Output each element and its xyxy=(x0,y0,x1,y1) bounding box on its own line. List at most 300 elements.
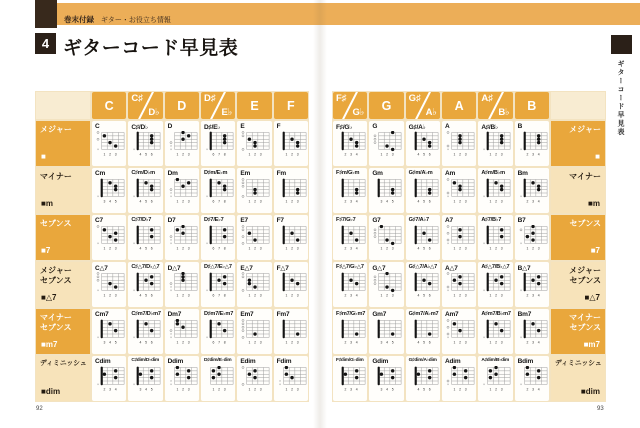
finger-dot xyxy=(150,138,153,141)
row-symbol: ■m7 xyxy=(41,339,58,349)
finger-dot xyxy=(150,141,153,144)
barre-bar xyxy=(487,320,489,339)
row-label-text: マイナー xyxy=(569,313,601,322)
chord-cell xyxy=(369,356,403,401)
chord-name: F♯△7/G♭△7 xyxy=(336,264,364,270)
fret-number: 4 xyxy=(355,199,358,204)
open-string-mark xyxy=(242,225,244,227)
chord-name: Bm7 xyxy=(517,311,532,318)
barre-bar xyxy=(342,179,344,198)
chord-name: F♯dim/G♭dim xyxy=(336,358,364,363)
fret-number: 2 xyxy=(495,199,498,204)
finger-dot xyxy=(500,188,503,191)
fret-number: 7 xyxy=(218,340,220,345)
finger-dot xyxy=(254,369,257,372)
fret-number: 2 xyxy=(344,152,347,157)
mute-string-mark: × xyxy=(206,335,208,340)
fret-number: 2 xyxy=(459,246,461,251)
barre-bar xyxy=(342,226,344,245)
finger-dot xyxy=(217,181,220,184)
open-string-mark xyxy=(242,366,244,368)
barre-bar xyxy=(210,226,212,245)
fret-number: 3 xyxy=(350,152,352,157)
fret-number: 2 xyxy=(459,387,461,392)
chord-table-right-page xyxy=(332,91,606,402)
fret-number: 6 xyxy=(212,340,215,345)
open-string-mark xyxy=(242,135,244,137)
mute-string-mark: × xyxy=(519,147,522,152)
fret-number: 3 xyxy=(260,152,262,157)
row-label-text: ディミニッシュ xyxy=(554,360,602,367)
barre-bar xyxy=(282,273,284,292)
fret-number: 5 xyxy=(422,246,425,251)
fret-number: 1 xyxy=(248,340,251,345)
fret-number: 3 xyxy=(260,293,262,298)
chord-name: Fm7 xyxy=(276,311,290,318)
chord-diagram-wrap xyxy=(240,366,270,392)
chord-diagram xyxy=(240,272,271,298)
barre-bar xyxy=(210,179,212,198)
finger-dot xyxy=(290,138,293,141)
finger-dot xyxy=(108,282,111,285)
row-symbol: ■ xyxy=(41,151,46,161)
fret-number: 3 xyxy=(501,199,503,204)
finger-dot xyxy=(103,373,106,376)
finger-dot xyxy=(525,373,528,376)
finger-dot xyxy=(391,148,394,151)
open-string-mark xyxy=(374,229,376,231)
chord-diagram xyxy=(168,319,199,345)
chord-diagram-wrap xyxy=(336,272,366,298)
chord-name: D♯dim/E♭dim xyxy=(203,358,232,363)
fret-number: 3 xyxy=(187,246,190,251)
finger-dot xyxy=(187,181,190,184)
fret-number: 2 xyxy=(459,199,461,204)
finger-dot xyxy=(290,376,293,379)
chord-diagram-wrap xyxy=(131,178,161,204)
finger-dot xyxy=(114,185,117,188)
fret-number: 3 xyxy=(103,199,106,204)
barre-bar xyxy=(137,226,139,245)
finger-dot xyxy=(212,369,215,372)
chord-cell xyxy=(406,309,440,354)
chord-diagram-wrap xyxy=(518,225,548,251)
fret-number: 4 xyxy=(139,340,142,345)
finger-dot xyxy=(386,285,389,288)
fret-number: 5 xyxy=(145,293,148,298)
fret-number: 2 xyxy=(290,293,293,298)
finger-dot xyxy=(349,279,352,282)
fret-number: 2 xyxy=(290,387,293,392)
chord-diagram-wrap xyxy=(95,178,125,204)
fret-number: 3 xyxy=(501,340,503,345)
fret-number: 3 xyxy=(392,246,394,251)
fret-number: 4 xyxy=(386,340,389,345)
finger-dot xyxy=(217,366,220,369)
finger-dot xyxy=(386,272,389,275)
finger-dot xyxy=(175,228,178,231)
barre-bar xyxy=(523,132,525,151)
finger-dot xyxy=(428,332,431,335)
chord-name: G♯7/A♭7 xyxy=(408,217,429,223)
finger-dot xyxy=(108,235,111,238)
chord-name: Dm7 xyxy=(167,311,182,318)
mute-string-mark: × xyxy=(206,194,208,199)
open-string-mark xyxy=(97,276,99,278)
fret-number: 1 xyxy=(285,152,287,157)
finger-dot xyxy=(428,238,431,241)
open-string-mark xyxy=(374,138,376,140)
chord-name: A♯m/B♭m xyxy=(481,170,505,176)
fret-number: 6 xyxy=(151,340,153,345)
barre-bar xyxy=(414,226,416,245)
barre-bar xyxy=(282,226,284,245)
chord-cell xyxy=(201,356,235,401)
open-string-mark xyxy=(242,242,244,244)
fret-number: 3 xyxy=(114,246,117,251)
chord-cell xyxy=(165,215,199,260)
row-label-3 xyxy=(36,262,90,307)
header-note-top: D♯ xyxy=(203,93,216,104)
finger-dot xyxy=(108,322,111,325)
fret-number: 5 xyxy=(151,387,153,392)
finger-dot xyxy=(217,322,220,325)
column-header-F: F xyxy=(274,92,308,119)
open-string-mark xyxy=(97,131,99,133)
fret-number: 3 xyxy=(114,293,117,298)
mute-string-mark: × xyxy=(169,194,172,199)
chord-cell xyxy=(442,215,476,260)
chord-diagram xyxy=(445,319,476,345)
chord-diagram-wrap xyxy=(481,366,511,392)
barre-bar xyxy=(414,179,416,198)
barre-bar xyxy=(414,132,416,151)
finger-dot xyxy=(386,238,389,241)
finger-dot xyxy=(296,188,299,191)
finger-dot xyxy=(175,319,178,322)
chord-diagram-wrap xyxy=(168,319,198,345)
finger-dot xyxy=(391,191,394,194)
chord-diagram-wrap xyxy=(481,131,511,157)
barre-bar xyxy=(378,367,380,386)
chord-cell xyxy=(406,262,440,307)
finger-dot xyxy=(537,138,540,141)
chord-diagram-wrap xyxy=(277,131,307,157)
fret-number: 2 xyxy=(531,246,534,251)
fret-number: 8 xyxy=(223,246,226,251)
open-string-mark xyxy=(242,195,244,197)
fret-number: 4 xyxy=(355,152,358,157)
chord-diagram-wrap xyxy=(131,225,161,251)
chord-name: Dm xyxy=(167,170,178,177)
finger-dot xyxy=(114,376,117,379)
finger-dot xyxy=(248,232,251,235)
row-label-text: セブンス xyxy=(569,219,601,228)
chord-diagram-wrap xyxy=(95,225,125,251)
fret-number: 3 xyxy=(531,340,534,345)
chord-diagram xyxy=(481,178,512,204)
chord-name: G xyxy=(372,123,378,130)
chord-cell xyxy=(478,168,512,213)
fret-number: 8 xyxy=(223,293,226,298)
row-label-0 xyxy=(551,121,605,166)
finger-dot xyxy=(254,188,257,191)
chord-cell xyxy=(515,215,549,260)
column-header-G♯ xyxy=(406,92,440,119)
chord-diagram xyxy=(409,272,440,298)
chord-diagram xyxy=(372,225,403,251)
chord-cell xyxy=(333,356,367,401)
fret-number: 1 xyxy=(380,246,383,251)
fret-number: 3 xyxy=(260,340,262,345)
chord-name: A♯/B♭ xyxy=(481,124,498,131)
chord-name: Adim xyxy=(444,358,461,365)
chord-name: C♯△7/D♭△7 xyxy=(131,264,160,270)
chord-diagram-wrap xyxy=(445,178,475,204)
chord-name: A♯dim/B♭dim xyxy=(481,358,510,363)
chord-cell xyxy=(333,262,367,307)
finger-dot xyxy=(181,225,184,228)
fret-number: 4 xyxy=(355,387,358,392)
fret-number: 5 xyxy=(145,246,148,251)
finger-dot xyxy=(139,373,142,376)
fret-number: 2 xyxy=(459,152,461,157)
fret-number: 5 xyxy=(392,340,394,345)
finger-dot xyxy=(284,373,287,376)
finger-dot xyxy=(531,322,534,325)
chord-diagram xyxy=(168,131,199,157)
finger-dot xyxy=(458,138,461,141)
column-header-B: B xyxy=(515,92,549,119)
chord-name: Bm xyxy=(517,170,528,177)
chord-diagram-wrap xyxy=(372,319,402,345)
finger-dot xyxy=(296,141,299,144)
fret-number: 1 xyxy=(176,387,178,392)
chord-diagram-wrap xyxy=(95,319,125,345)
header-note-top: C♯ xyxy=(131,93,143,104)
finger-dot xyxy=(495,279,498,282)
chord-name: G♯dim/A♭dim xyxy=(408,358,437,363)
chord-name: Am xyxy=(444,170,456,177)
chord-name: Ddim xyxy=(167,358,184,365)
fret-number: 6 xyxy=(428,246,431,251)
fret-number: 2 xyxy=(254,387,257,392)
column-header-F♯ xyxy=(333,92,367,119)
fret-number: 4 xyxy=(537,387,540,392)
chord-diagram xyxy=(95,225,126,251)
row-symbol: ■7 xyxy=(41,245,51,255)
fret-number: 1 xyxy=(103,152,106,157)
finger-dot xyxy=(181,275,184,278)
fret-number: 2 xyxy=(526,293,528,298)
finger-dot xyxy=(254,144,257,147)
chord-diagram-wrap xyxy=(204,319,234,345)
finger-dot xyxy=(114,285,117,288)
fret-number: 3 xyxy=(380,340,383,345)
chord-diagram xyxy=(409,319,440,345)
chord-diagram xyxy=(445,366,476,392)
chord-cell xyxy=(92,168,126,213)
chord-name: A♯m7/B♭m7 xyxy=(481,311,511,317)
finger-dot xyxy=(175,373,178,376)
fret-number: 3 xyxy=(501,293,503,298)
row-symbol: ■m7 xyxy=(583,339,600,349)
mute-string-mark: × xyxy=(519,382,522,387)
chord-diagram xyxy=(518,366,549,392)
chord-cell xyxy=(369,121,403,166)
open-string-mark xyxy=(242,178,244,180)
barre-bar xyxy=(523,320,525,339)
open-string-mark xyxy=(242,383,244,385)
fret-number: 3 xyxy=(350,387,352,392)
chord-cell xyxy=(333,215,367,260)
appendix-band-square xyxy=(35,0,57,28)
finger-dot xyxy=(458,228,461,231)
finger-dot xyxy=(386,144,389,147)
finger-dot xyxy=(464,376,467,379)
fret-number: 4 xyxy=(537,199,540,204)
finger-dot xyxy=(248,373,251,376)
finger-dot xyxy=(103,134,106,137)
chord-diagram-wrap xyxy=(518,272,548,298)
finger-dot xyxy=(108,181,111,184)
open-string-mark xyxy=(97,138,99,140)
chord-cell xyxy=(201,262,235,307)
finger-dot xyxy=(296,238,299,241)
finger-dot xyxy=(296,282,299,285)
mute-string-mark: × xyxy=(519,241,522,246)
chord-diagram xyxy=(277,319,308,345)
finger-dot xyxy=(500,134,503,137)
open-string-mark xyxy=(374,279,376,281)
finger-dot xyxy=(223,134,226,137)
row-label-text: メジャー xyxy=(569,266,601,275)
chord-cell xyxy=(369,215,403,260)
finger-dot xyxy=(296,191,299,194)
open-string-mark xyxy=(374,276,376,278)
open-string-mark xyxy=(242,326,244,328)
chord-diagram xyxy=(518,272,549,298)
finger-dot xyxy=(223,141,226,144)
column-header-D♯ xyxy=(201,92,235,119)
fret-number: 3 xyxy=(531,293,534,298)
barre-bar xyxy=(282,320,284,339)
fret-number: 1 xyxy=(285,340,287,345)
chord-name: A7 xyxy=(444,217,453,224)
chord-cell xyxy=(442,309,476,354)
chord-cell xyxy=(515,309,549,354)
finger-dot xyxy=(254,332,257,335)
fret-number: 1 xyxy=(285,387,287,392)
chord-diagram-wrap xyxy=(168,178,198,204)
open-string-mark xyxy=(242,148,244,150)
chord-cell xyxy=(92,262,126,307)
fret-number: 6 xyxy=(428,152,431,157)
chord-diagram-wrap xyxy=(277,319,307,345)
chord-diagram-wrap xyxy=(409,366,439,392)
chord-cell xyxy=(237,309,271,354)
barre-bar xyxy=(282,132,284,151)
chord-cell xyxy=(369,262,403,307)
chord-name: C♯dim/D♭dim xyxy=(131,358,160,363)
fret-number: 1 xyxy=(248,293,251,298)
chord-cell xyxy=(442,356,476,401)
header-note-top: F♯ xyxy=(336,93,347,104)
fret-number: 3 xyxy=(464,340,467,345)
finger-dot xyxy=(500,228,503,231)
fret-number: 8 xyxy=(223,199,226,204)
finger-dot xyxy=(254,191,257,194)
fret-number: 1 xyxy=(248,387,251,392)
row-symbol: ■m xyxy=(588,198,600,208)
finger-dot xyxy=(150,134,153,137)
chord-diagram xyxy=(481,272,512,298)
row-symbol: ■7 xyxy=(590,245,600,255)
finger-dot xyxy=(181,272,184,275)
mute-string-mark: × xyxy=(206,288,208,293)
fret-number: 6 xyxy=(212,152,215,157)
finger-dot xyxy=(344,373,347,376)
finger-dot xyxy=(187,376,190,379)
row-label-5 xyxy=(551,356,605,401)
chord-diagram xyxy=(95,366,126,392)
chord-diagram-wrap xyxy=(336,319,366,345)
fret-number: 2 xyxy=(344,293,347,298)
finger-dot xyxy=(453,366,456,369)
barre-bar xyxy=(101,367,103,386)
finger-dot xyxy=(248,279,251,282)
chord-name: Em xyxy=(240,170,251,177)
header-note-top: A♯ xyxy=(481,93,493,104)
fret-number: 7 xyxy=(218,293,220,298)
finger-dot xyxy=(248,282,251,285)
chord-cell xyxy=(406,168,440,213)
fret-number: 2 xyxy=(495,387,498,392)
finger-dot xyxy=(150,228,153,231)
fret-number: 1 xyxy=(212,387,215,392)
finger-dot xyxy=(531,181,534,184)
finger-dot xyxy=(500,235,503,238)
fret-number: 2 xyxy=(495,152,498,157)
chord-name: D♯7/E♭7 xyxy=(203,217,224,223)
chord-diagram-wrap xyxy=(481,319,511,345)
row-label-4 xyxy=(36,309,90,354)
mute-string-mark: × xyxy=(483,147,486,152)
chord-cell xyxy=(128,215,162,260)
fret-number: 1 xyxy=(176,199,178,204)
appendix-band-rest: ギター・お役立ち情報 xyxy=(101,17,171,24)
open-string-mark xyxy=(520,229,522,231)
finger-dot xyxy=(500,282,503,285)
chord-cell xyxy=(478,356,512,401)
chord-name: G△7 xyxy=(372,265,386,272)
fret-number: 2 xyxy=(254,340,257,345)
chord-diagram xyxy=(168,225,199,251)
finger-dot xyxy=(531,279,534,282)
appendix-band-bold: 巻末付録 xyxy=(64,15,94,24)
mute-string-mark: × xyxy=(206,147,208,152)
page-number-left: 92 xyxy=(36,406,43,412)
chord-diagram-wrap xyxy=(445,225,475,251)
chord-cell xyxy=(274,215,308,260)
finger-dot xyxy=(145,279,148,282)
chord-cell xyxy=(406,356,440,401)
open-string-mark xyxy=(97,225,99,227)
finger-dot xyxy=(150,275,153,278)
mute-string-mark: × xyxy=(519,288,522,293)
finger-dot xyxy=(531,225,534,228)
chord-diagram-wrap xyxy=(277,366,307,392)
